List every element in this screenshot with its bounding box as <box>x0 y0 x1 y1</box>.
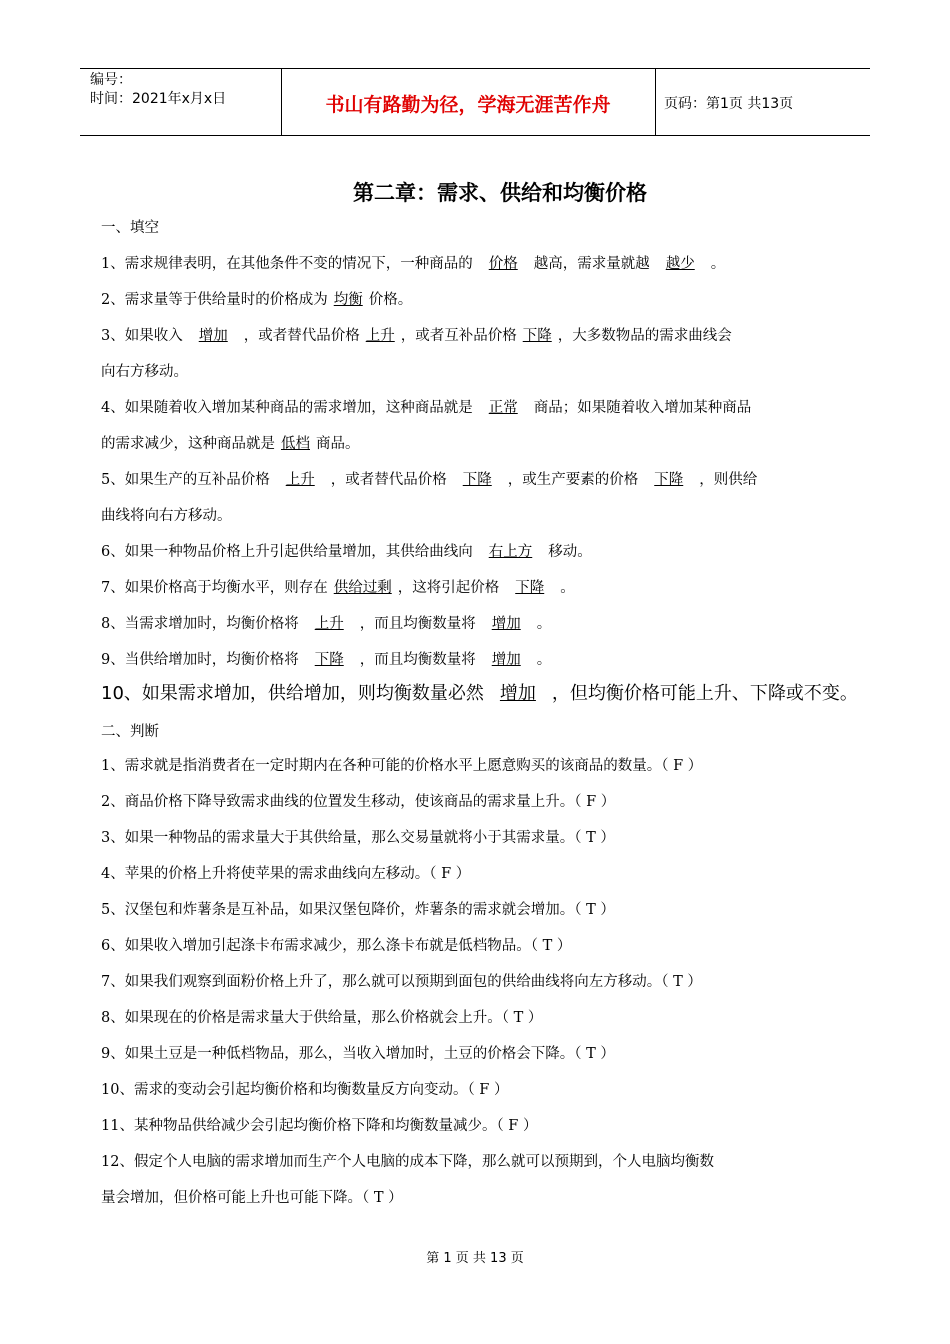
fill-q3: 3、如果收入 增加 ，或者替代品价格 上升 ，或者互补品价格 下降 ，大多数物品的需求曲线会 <box>101 328 732 344</box>
header-page-info: 页码：第1页 共13页 <box>664 96 794 112</box>
time-label: 时间：2021年x月x日 <box>90 91 227 107</box>
judge-item-6: 6、如果收入增加引起涤卡布需求减少，那么涤卡布就是低档物品。（ T ） <box>101 938 572 954</box>
judge-item-10: 10、需求的变动会引起均衡价格和均衡数量反方向变动。（ F ） <box>101 1082 509 1098</box>
fill-q5-line2: 曲线将向右方移动。 <box>101 508 232 524</box>
fill-q4-line2: 的需求减少，这种商品就是 低档 商品。 <box>101 436 360 452</box>
fill-q7: 7、如果价格高于均衡水平，则存在 供给过剩 ，这将引起价格 下降 。 <box>101 580 575 596</box>
judge-item-1: 1、需求就是指消费者在一定时期内在各种可能的价格水平上愿意购买的该商品的数量。（ F ） <box>101 758 703 774</box>
fill-q3-line2: 向右方移动。 <box>101 364 188 380</box>
judge-item-9: 9、如果土豆是一种低档物品，那么，当收入增加时，土豆的价格会下降。（ T ） <box>101 1046 615 1062</box>
fill-q6: 6、如果一种物品价格上升引起供给量增加，其供给曲线向 右上方 移动。 <box>101 544 592 560</box>
header-bottom-rule <box>80 135 870 136</box>
fill-q4: 4、如果随着收入增加某种商品的需求增加，这种商品就是 正常 商品；如果随着收入增加某种商品 <box>101 400 752 416</box>
header-motto: 书山有路勤为径，学海无涯苦作舟 <box>325 94 611 116</box>
judge-item-8: 8、如果现在的价格是需求量大于供给量，那么价格就会上升。（ T ） <box>101 1010 543 1026</box>
fill-q1: 1、需求规律表明，在其他条件不变的情况下，一种商品的 价格 越高，需求量就越 越少 。 <box>101 256 726 272</box>
judge-item-5: 5、汉堡包和炸薯条是互补品，如果汉堡包降价，炸薯条的需求就会增加。（ T ） <box>101 902 615 918</box>
judge-item-3: 3、如果一种物品的需求量大于其供给量，那么交易量就将小于其需求量。（ T ） <box>101 830 615 846</box>
judge-item-4: 4、苹果的价格上升将使苹果的需求曲线向左移动。（ F ） <box>101 866 471 882</box>
header-top-rule <box>80 68 870 69</box>
header-divider-2 <box>655 68 656 135</box>
judge-item-12: 12、假定个人电脑的需求增加而生产个人电脑的成本下降，那么就可以预期到，个人电脑均衡数 <box>101 1154 714 1170</box>
fill-q8: 8、当需求增加时，均衡价格将 上升 ，而且均衡数量将 增加 。 <box>101 616 552 632</box>
judge-item-11: 11、某种物品供给减少会引起均衡价格下降和均衡数量减少。（ F ） <box>101 1118 538 1134</box>
chapter-title: 第二章：需求、供给和均衡价格 <box>353 181 647 205</box>
section-heading-judge: 二、判断 <box>101 724 159 740</box>
fill-q2: 2、需求量等于供给量时的价格成为 均衡 价格。 <box>101 292 413 308</box>
judge-item-12-line2: 量会增加，但价格可能上升也可能下降。（ T ） <box>101 1190 403 1206</box>
judge-item-2: 2、商品价格下降导致需求曲线的位置发生移动，使该商品的需求量上升。（ F ） <box>101 794 616 810</box>
page-footer: 第 1 页 共 13 页 <box>426 1251 524 1266</box>
header-meta <box>90 71 226 109</box>
fill-q9: 9、当供给增加时，均衡价格将 下降 ，而且均衡数量将 增加 。 <box>101 652 552 668</box>
number-label: 编号： <box>90 72 132 88</box>
section-heading-fill: 一、填空 <box>101 220 159 236</box>
fill-q10: 10、如果需求增加，供给增加，则均衡数量必然 增加 ，但均衡价格可能上升、下降或不变。 <box>101 683 858 704</box>
judge-item-7: 7、如果我们观察到面粉价格上升了，那么就可以预期到面包的供给曲线将向左方移动。（ T ） <box>101 974 702 990</box>
fill-q5: 5、如果生产的互补品价格 上升 ，或者替代品价格 下降 ，或生产要素的价格 下降 ，则供给 <box>101 472 758 488</box>
